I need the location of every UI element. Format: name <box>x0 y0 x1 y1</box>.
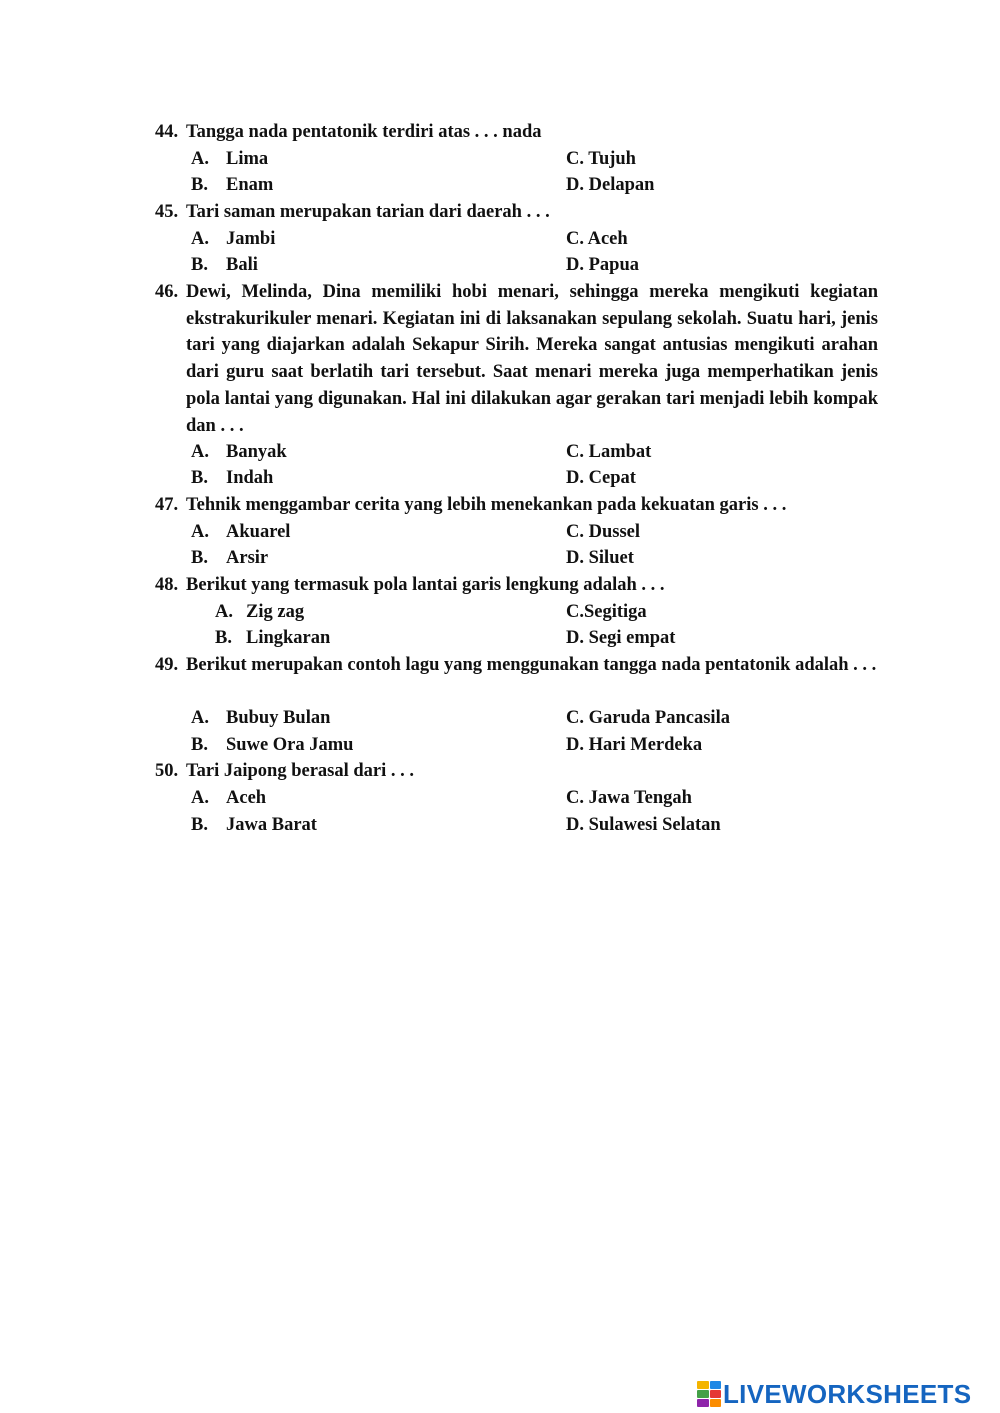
logo-text: LIVEWORKSHEETS <box>723 1379 972 1409</box>
option-d[interactable]: D. Siluet <box>566 548 634 568</box>
question-44 <box>155 119 878 146</box>
option-a[interactable]: A. Jambi <box>191 229 276 249</box>
question-text: Dewi, Melinda, Dina memiliki hobi menari, sehingga mereka mengikuti kegiatan ekstrakurikuler menari. Kegiatan ini di laksanakan sepulang sekolah. Suatu hari, jenis tari yang diajarkan adalah Sekapur Sirih. Mereka sangat antusias mengikuti arahan dari guru saat berlatih tari tersebut. Saat menari mereka juga memperhatikan jenis pola lantai yang digunakan. Hal ini dilakukan agar gerakan tari menjadi lebih kompak dan . . . <box>186 282 878 436</box>
option-c[interactable]: C.Segitiga <box>566 602 647 622</box>
option-c[interactable]: C. Tujuh <box>566 149 636 169</box>
question-text: Berikut yang termasuk pola lantai garis lengkung adalah . . . <box>186 575 665 595</box>
option-a[interactable]: A. Lima <box>191 149 269 169</box>
question-number: 47. <box>155 495 179 515</box>
question-46 <box>155 279 878 439</box>
option-b[interactable]: B. Arsir <box>191 548 269 568</box>
option-c[interactable]: C. Garuda Pancasila <box>566 708 730 728</box>
option-b[interactable]: B. Bali <box>191 255 258 275</box>
question-text: Tangga nada pentatonik terdiri atas . . . nada <box>186 122 542 142</box>
option-c[interactable]: C. Aceh <box>566 229 628 249</box>
option-d[interactable]: D. Sulawesi Selatan <box>566 815 721 835</box>
question-47 <box>155 492 878 519</box>
question-45 <box>155 199 878 226</box>
question-text: Tehnik menggambar cerita yang lebih menekankan pada kekuatan garis . . . <box>186 495 787 515</box>
liveworksheets-logo <box>697 1378 971 1410</box>
question-number: 45. <box>155 202 179 222</box>
question-50 <box>155 758 878 785</box>
option-c[interactable]: C. Dussel <box>566 522 641 542</box>
option-c[interactable]: C. Lambat <box>566 442 652 462</box>
question-text: Tari Jaipong berasal dari . . . <box>186 761 415 781</box>
option-d[interactable]: D. Papua <box>566 255 640 275</box>
question-49 <box>155 652 878 679</box>
option-d[interactable]: D. Hari Merdeka <box>566 735 703 755</box>
option-a[interactable]: A. Zig zag <box>215 602 305 622</box>
question-number: 44. <box>155 122 179 142</box>
question-number: 48. <box>155 575 179 595</box>
option-d[interactable]: D. Cepat <box>566 468 636 488</box>
question-text: Tari saman merupakan tarian dari daerah . . . <box>186 202 550 222</box>
option-b[interactable]: B. Lingkaran <box>215 628 331 648</box>
question-number: 50. <box>155 761 179 781</box>
liveworksheets-logo-icon <box>697 1381 721 1407</box>
option-b[interactable]: B. Jawa Barat <box>191 815 317 835</box>
option-b[interactable]: B. Suwe Ora Jamu <box>191 735 354 755</box>
option-d[interactable]: D. Delapan <box>566 175 655 195</box>
option-a[interactable]: A. Bubuy Bulan <box>191 708 331 728</box>
option-a[interactable]: A. Banyak <box>191 442 287 462</box>
option-d[interactable]: D. Segi empat <box>566 628 676 648</box>
option-b[interactable]: B. Indah <box>191 468 274 488</box>
option-c[interactable]: C. Jawa Tengah <box>566 788 692 808</box>
question-number: 49. <box>155 655 179 675</box>
option-a[interactable]: A. Aceh <box>191 788 267 808</box>
question-48 <box>155 572 878 599</box>
option-b[interactable]: B. Enam <box>191 175 274 195</box>
question-text: Berikut merupakan contoh lagu yang menggunakan tangga nada pentatonik adalah . . . <box>186 655 877 675</box>
option-a[interactable]: A. Akuarel <box>191 522 291 542</box>
question-number: 46. <box>155 282 179 302</box>
